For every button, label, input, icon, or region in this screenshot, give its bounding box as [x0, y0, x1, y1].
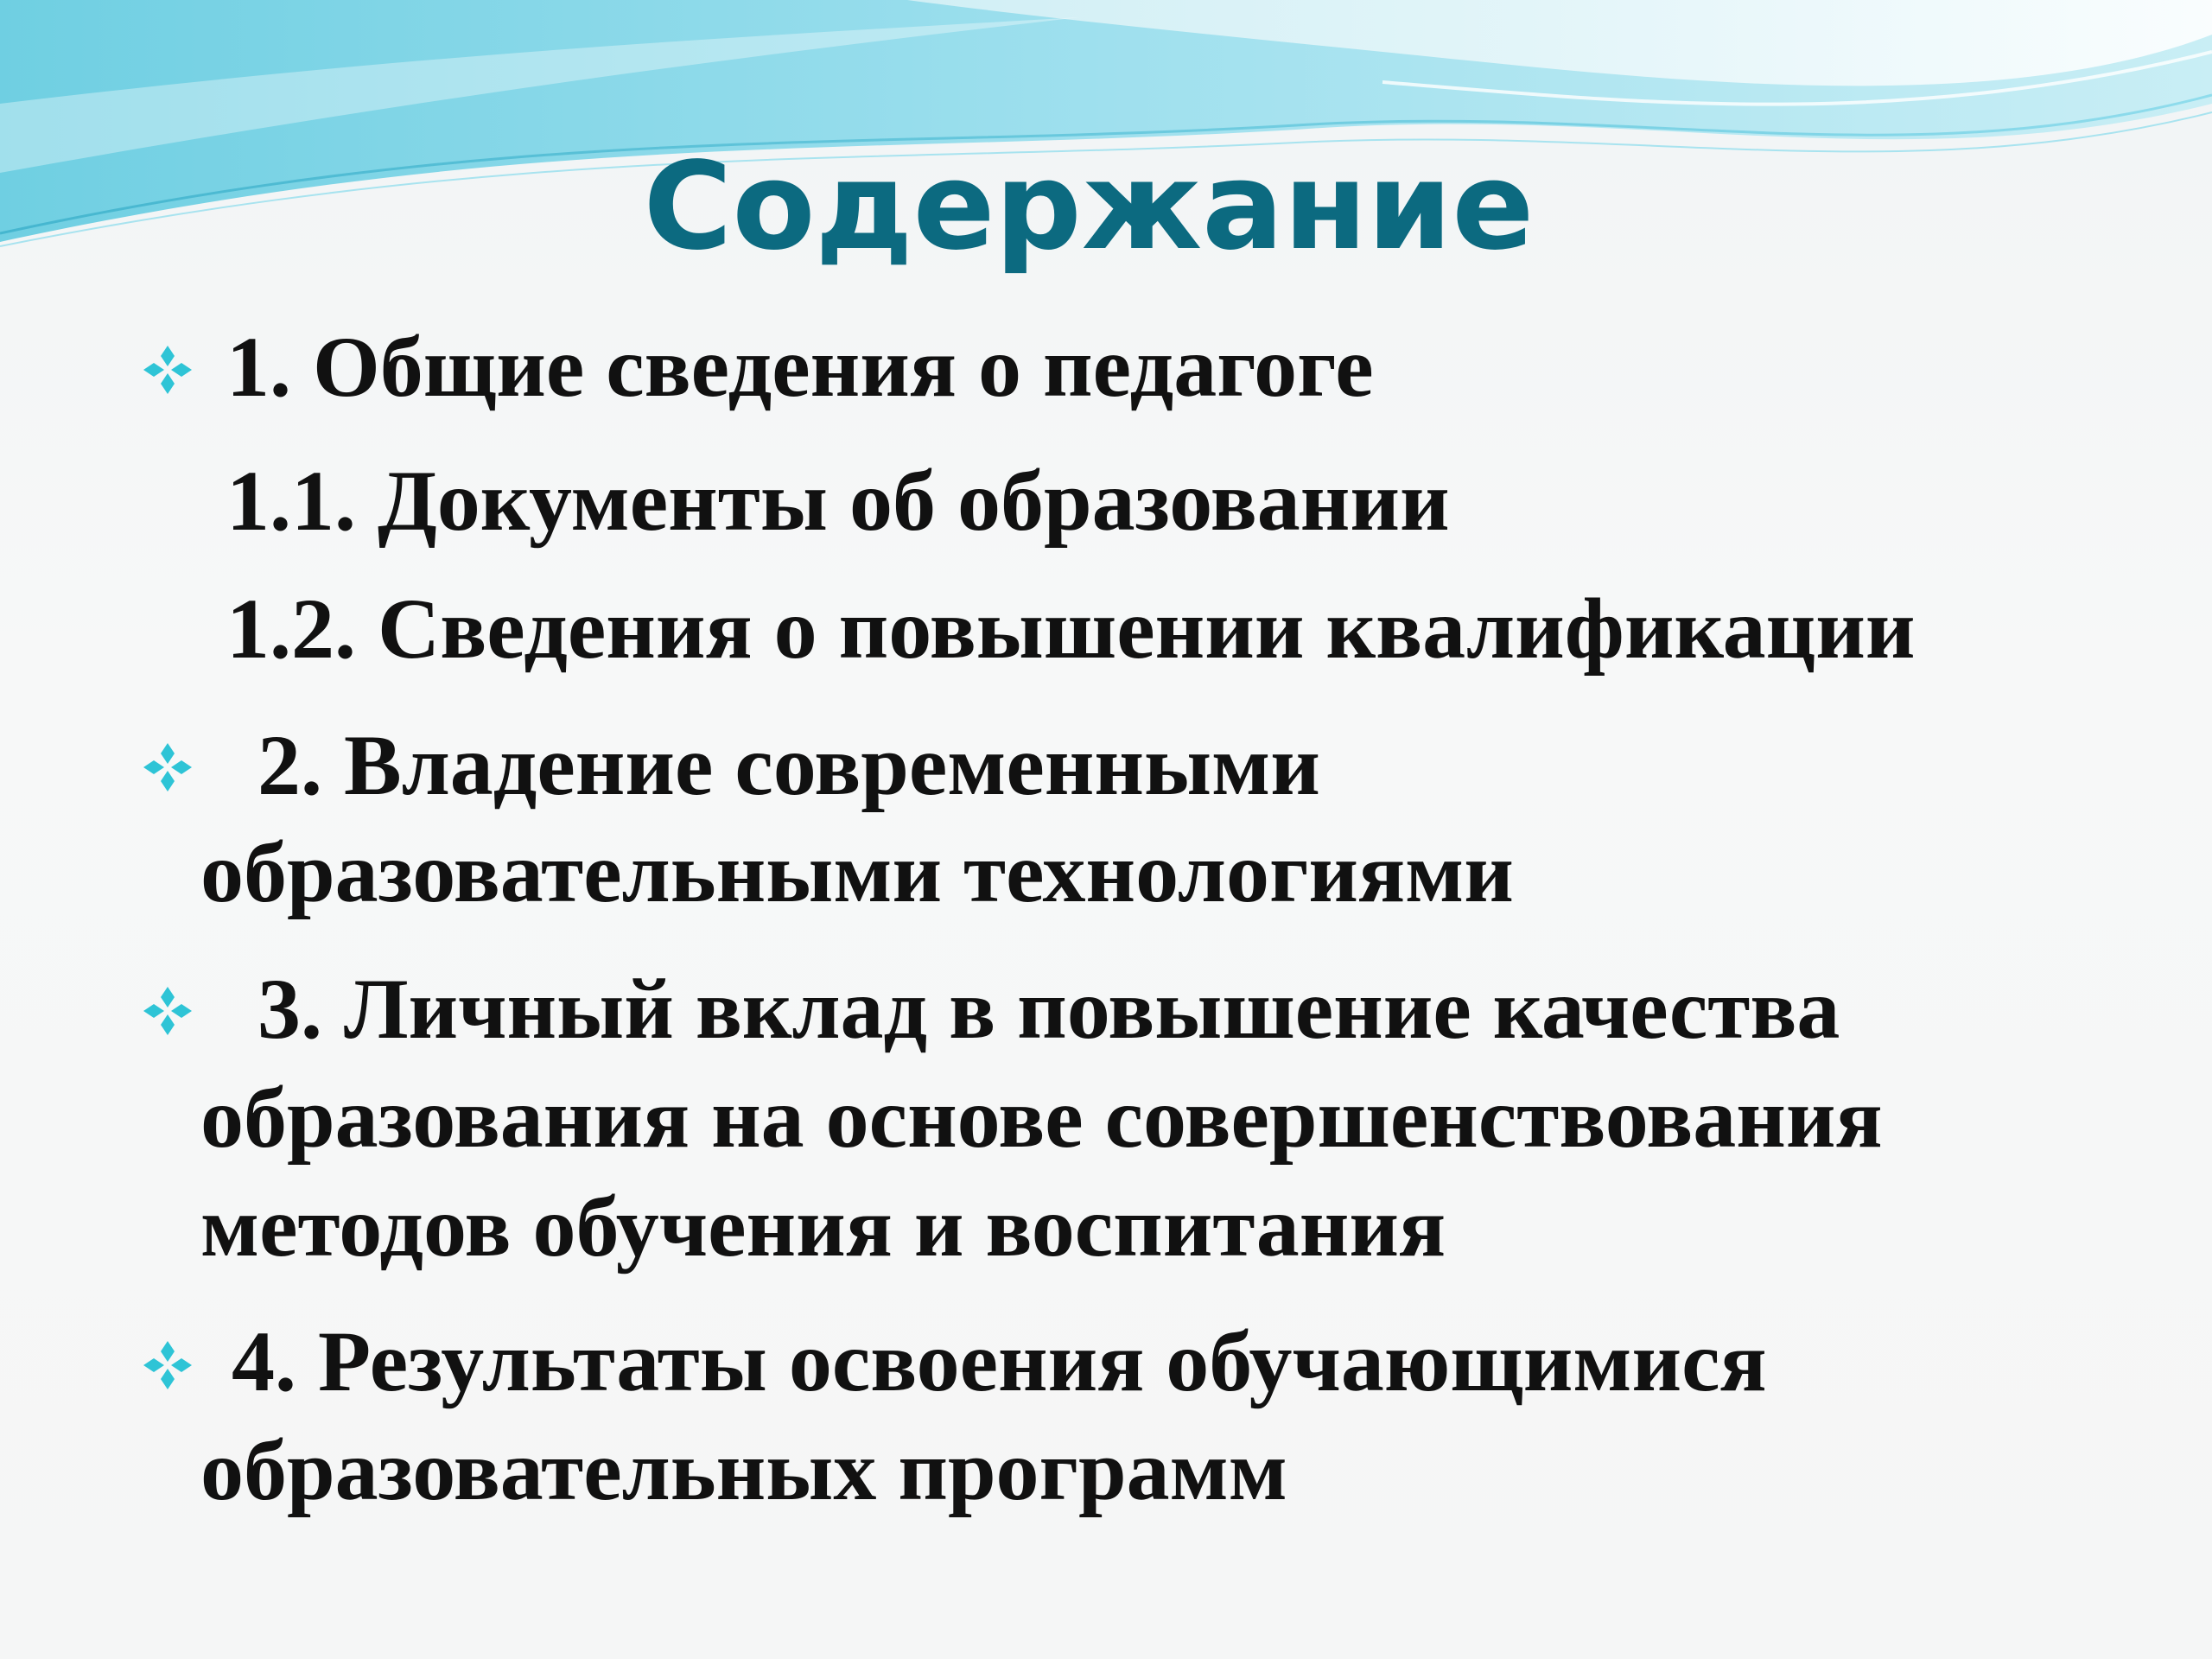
list-subitem-1-1: 1.1. Документы об образовании — [226, 453, 1450, 549]
bullet-diamond-icon — [140, 740, 195, 795]
list-item-3-continuation-2: методов обучения и воспитания — [200, 1179, 1446, 1274]
list-item-4: 4. Результаты освоения обучающимися — [232, 1313, 1767, 1409]
slide-title: Содержание — [643, 137, 1535, 277]
bullet-diamond-icon — [140, 983, 195, 1039]
list-item-2-continuation: образовательными технологиями — [200, 824, 1514, 920]
list-subitem-1-2: 1.2. Сведения о повышении квалификации — [226, 581, 1916, 677]
list-item-4-continuation: образовательных программ — [200, 1422, 1287, 1518]
list-item-2: 2. Владение современными — [257, 717, 1320, 813]
list-item-3: 3. Личный вклад в повышение качества — [257, 961, 1840, 1057]
bullet-diamond-icon — [140, 1338, 195, 1393]
bullet-diamond-icon — [140, 342, 195, 397]
list-item-3-continuation-1: образования на основе совершенствования — [200, 1070, 1883, 1166]
list-item-1: 1. Общие сведения о педагоге — [226, 319, 1374, 415]
